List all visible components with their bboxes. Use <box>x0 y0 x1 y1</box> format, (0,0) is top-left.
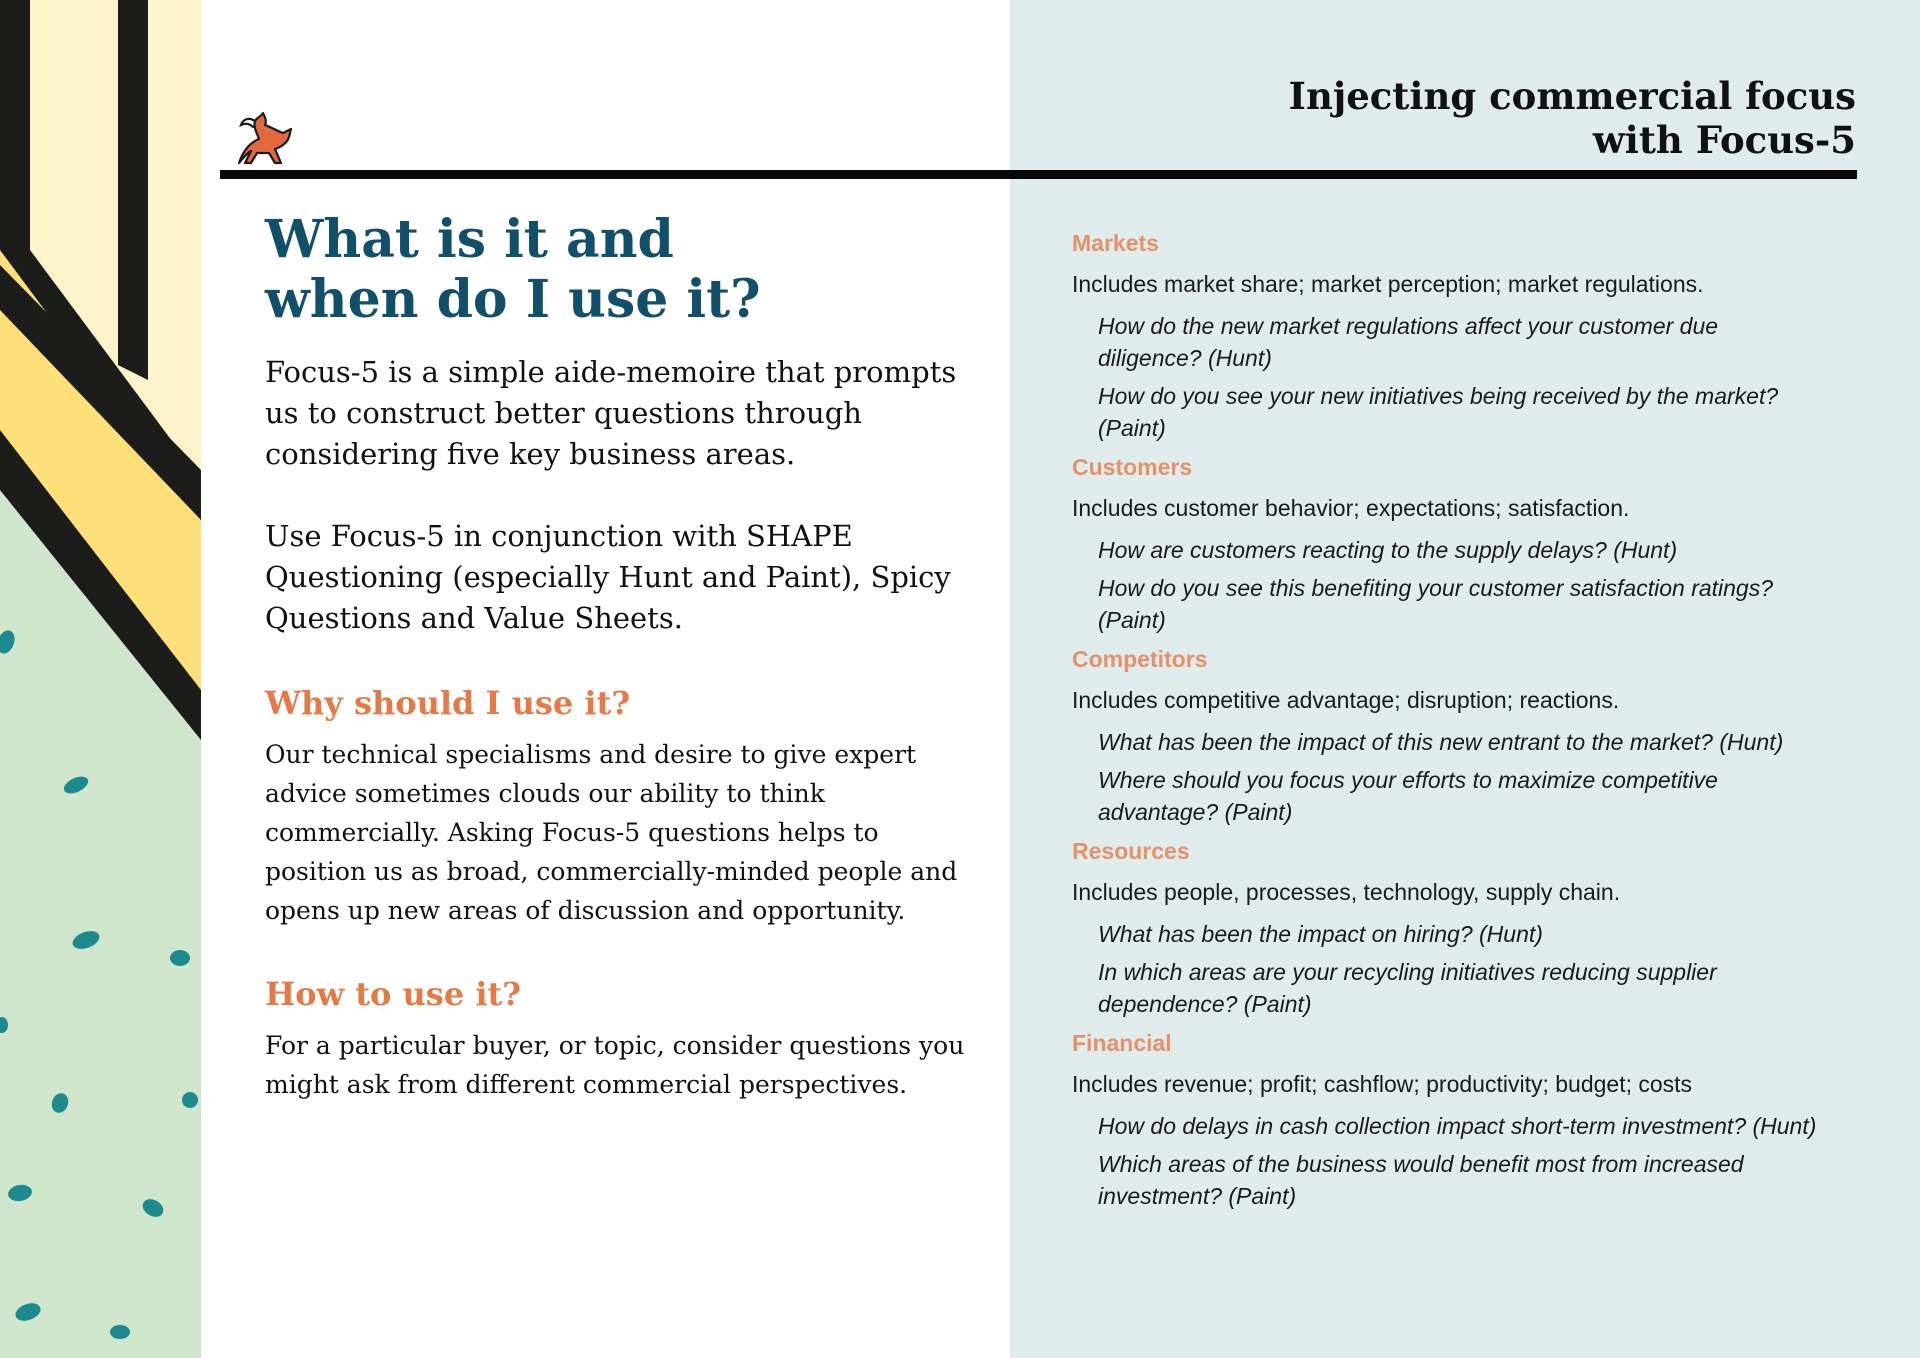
header-rule <box>220 170 1857 179</box>
question-hunt: What has been the impact of this new entrant to the market? (Hunt) <box>1098 729 1784 755</box>
main-heading: What is it and when do I use it? <box>265 209 761 330</box>
question-paint: Where should you focus your efforts to maximize competitive advantage? (Paint) <box>1098 767 1718 825</box>
question-paint: Which areas of the business would benefit most from increased investment? (Paint) <box>1098 1151 1744 1209</box>
question-paint: How do you see your new initiatives being received by the market? (Paint) <box>1098 383 1779 441</box>
right-column <box>1072 226 1872 1218</box>
left-column <box>265 210 965 1104</box>
fox-icon <box>231 103 297 169</box>
section-title: Financial <box>1072 1030 1172 1056</box>
question-hunt: How do delays in cash collection impact short-term investment? (Hunt) <box>1098 1113 1817 1139</box>
document-title <box>1156 74 1856 162</box>
title-line-2: with Focus-5 <box>1592 118 1856 162</box>
section-competitors <box>1072 642 1872 828</box>
title-line-1: Injecting commercial focus <box>1288 74 1856 118</box>
section-financial <box>1072 1026 1872 1212</box>
how-paragraph: For a particular buyer, or topic, consider questions you might ask from different commercial perspectives. <box>265 1031 965 1099</box>
section-description: Includes revenue; profit; cashflow; productivity; budget; costs <box>1072 1071 1693 1097</box>
section-markets <box>1072 226 1872 444</box>
section-customers <box>1072 450 1872 636</box>
question-hunt: How are customers reacting to the supply delays? (Hunt) <box>1098 537 1678 563</box>
intro-paragraph-1: Focus-5 is a simple aide-memoire that prompts us to construct better questions through considering five key business areas. <box>265 355 957 471</box>
section-description: Includes customer behavior; expectations; satisfaction. <box>1072 495 1630 521</box>
section-description: Includes people, processes, technology, supply chain. <box>1072 879 1621 905</box>
question-hunt: What has been the impact on hiring? (Hunt) <box>1098 921 1543 947</box>
question-hunt: How do the new market regulations affect your customer due diligence? (Hunt) <box>1098 313 1719 371</box>
section-title: Markets <box>1072 230 1159 256</box>
decorative-band <box>0 0 201 1358</box>
why-paragraph: Our technical specialisms and desire to give expert advice sometimes clouds our ability to think commercially. Asking Focus-5 questions helps to position us as broad, commercially-minded people and opens up new areas of discussion and opportunity. <box>265 740 958 925</box>
why-heading: Why should I use it? <box>265 684 631 722</box>
intro-paragraph-2: Use Focus-5 in conjunction with SHAPE Questioning (especially Hunt and Paint), Spicy Questions and Value Sheets. <box>265 519 951 635</box>
section-title: Competitors <box>1072 646 1208 672</box>
section-resources <box>1072 834 1872 1020</box>
section-description: Includes competitive advantage; disruption; reactions. <box>1072 687 1620 713</box>
question-paint: In which areas are your recycling initiatives reducing supplier dependence? (Paint) <box>1098 959 1717 1017</box>
section-title: Resources <box>1072 838 1190 864</box>
section-title: Customers <box>1072 454 1193 480</box>
how-heading: How to use it? <box>265 975 521 1013</box>
decorative-pattern <box>0 0 201 1358</box>
section-description: Includes market share; market perception; market regulations. <box>1072 271 1704 297</box>
question-paint: How do you see this benefiting your customer satisfaction ratings? (Paint) <box>1098 575 1774 633</box>
